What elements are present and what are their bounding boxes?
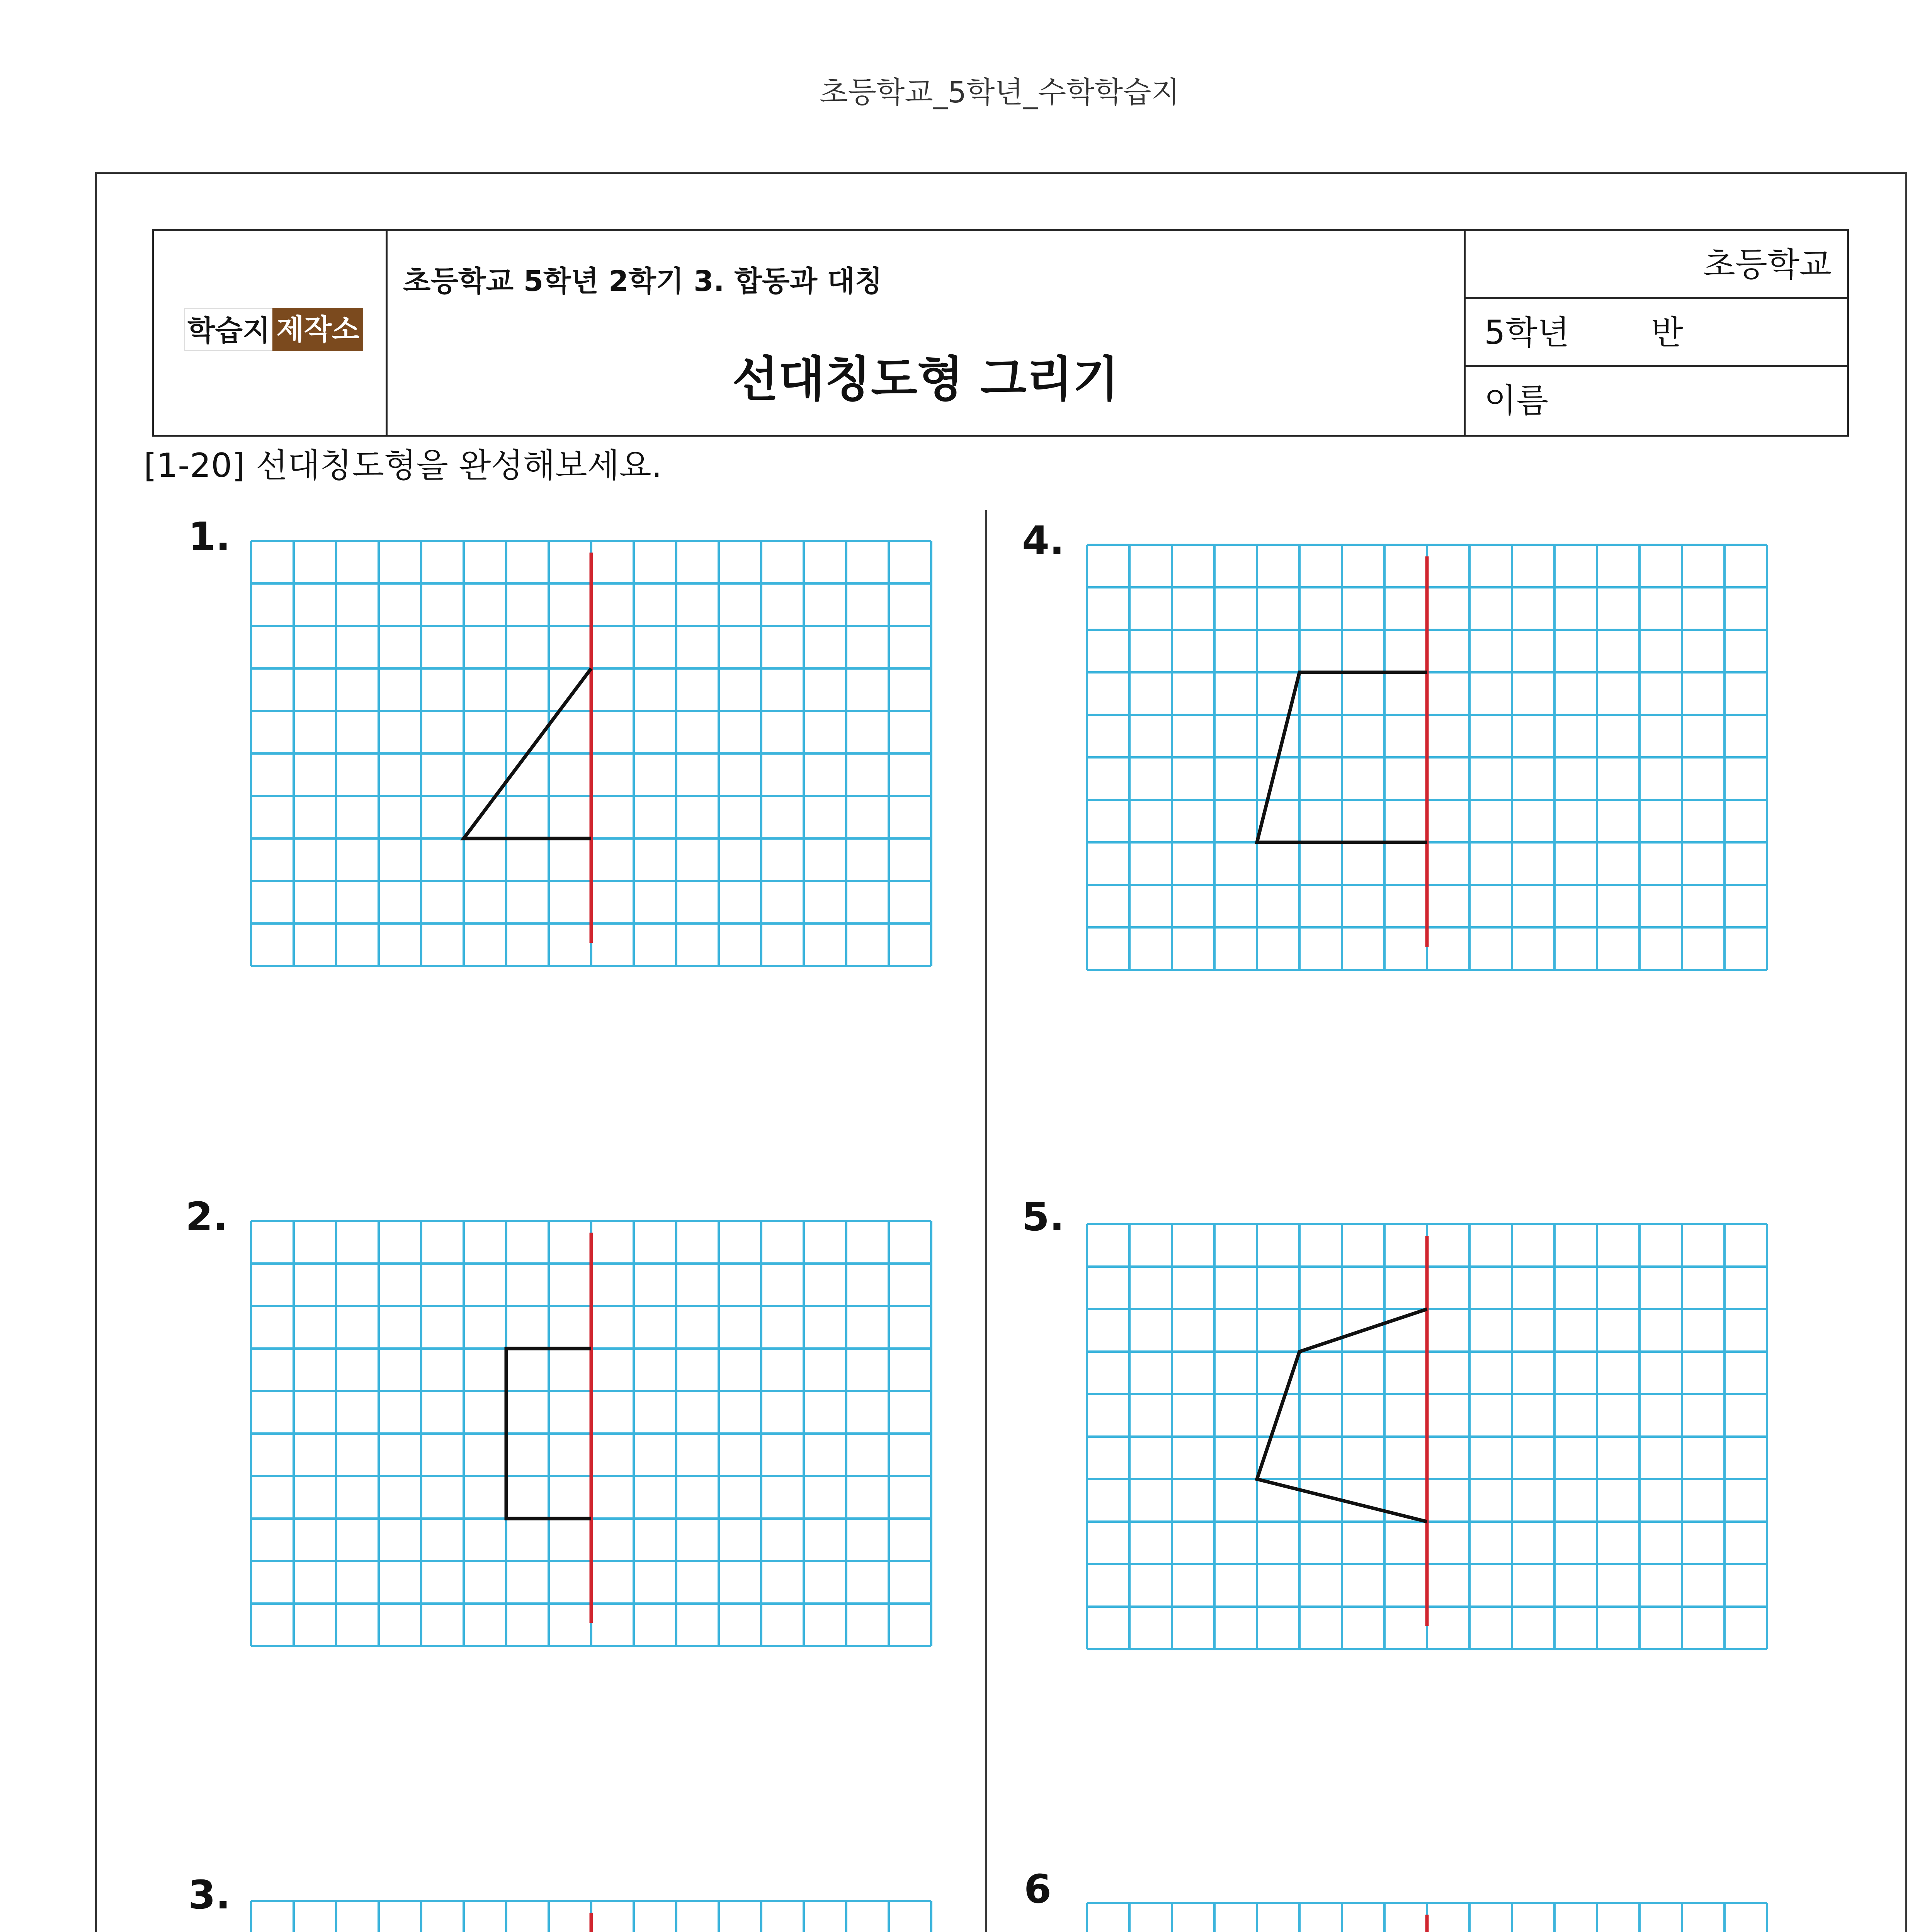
- worksheet-title: 선대칭도형 그리기: [732, 352, 1119, 407]
- problem-grid-4[interactable]: [1085, 543, 1769, 972]
- problem-number: 1.: [188, 514, 231, 560]
- page-header: 초등학교_5학년_수학학습지: [820, 75, 1180, 109]
- logo: [184, 308, 363, 351]
- grade-class-field[interactable]: [1466, 299, 1847, 367]
- problem-number: 3.: [188, 1872, 231, 1918]
- title-cell: [388, 231, 1466, 435]
- logo-cell: [154, 231, 388, 435]
- class-label: 반: [1651, 313, 1684, 352]
- problem-number: 2.: [185, 1194, 228, 1240]
- problem-grid-3[interactable]: [249, 1899, 933, 1932]
- problem-grid-5[interactable]: [1085, 1222, 1769, 1651]
- problem-number: 6: [1024, 1866, 1051, 1912]
- problem-grid-1[interactable]: [249, 539, 933, 968]
- student-info: [1466, 231, 1847, 435]
- school-field[interactable]: [1466, 231, 1847, 299]
- problem-number: 4.: [1022, 518, 1065, 564]
- column-divider: [985, 510, 987, 1932]
- problem-number: 5.: [1022, 1194, 1065, 1240]
- unit-subtitle: 초등학교 5학년 2학기 3. 합동과 대칭: [403, 265, 883, 298]
- title-block: [152, 229, 1849, 437]
- school-label: 초등학교: [1703, 245, 1832, 284]
- instruction: [1-20] 선대칭도형을 완성해보세요.: [144, 446, 662, 485]
- logo-text-part2: 제작소: [272, 308, 363, 351]
- problem-grid-2[interactable]: [249, 1219, 933, 1648]
- logo-text-part1: 학습지: [184, 308, 272, 351]
- problem-grid-6[interactable]: [1085, 1901, 1769, 1932]
- name-label: 이름: [1484, 381, 1549, 420]
- name-field[interactable]: [1466, 367, 1847, 435]
- grade-label: 5학년: [1484, 313, 1570, 352]
